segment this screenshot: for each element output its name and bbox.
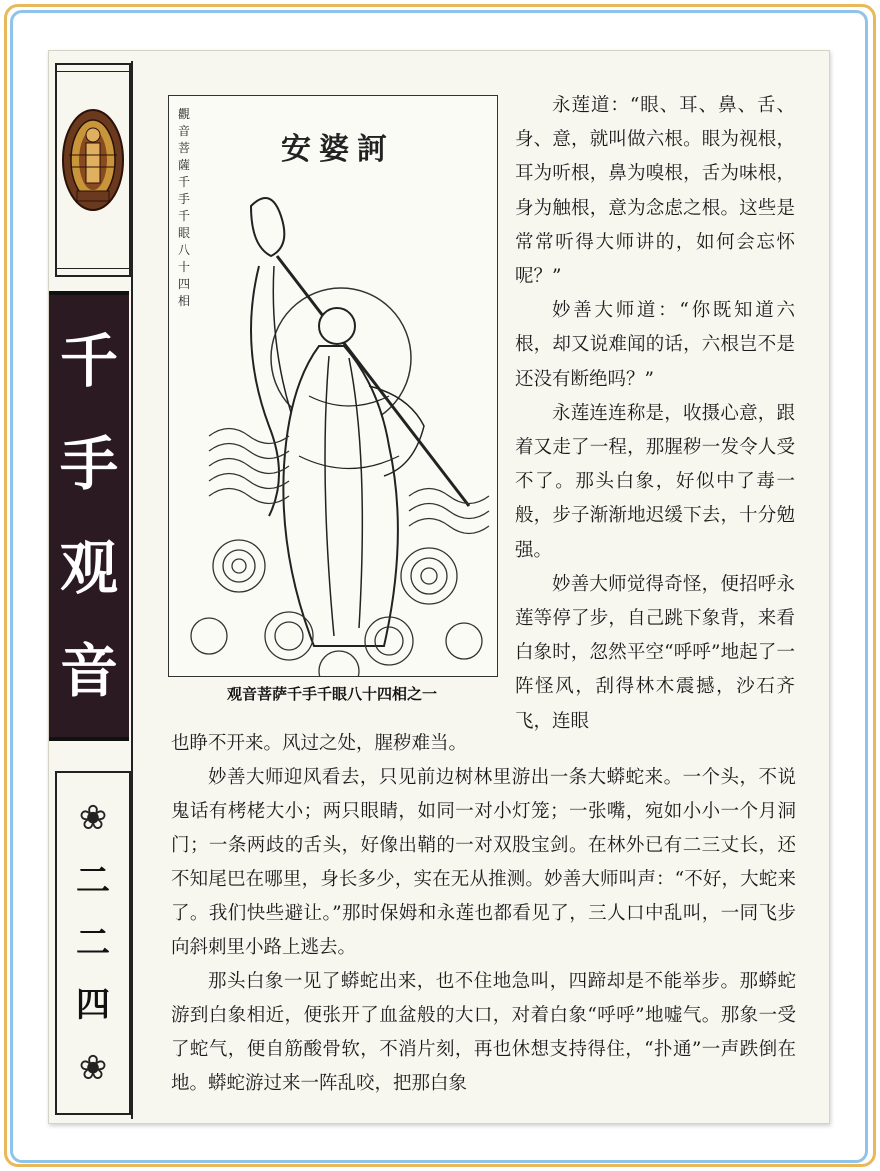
book-title-block: [49, 291, 129, 741]
guanyin-emblem-icon: [59, 105, 127, 215]
right-text-column: [515, 89, 795, 739]
illustration-title: 安婆訶: [281, 132, 395, 167]
paragraph: 也睁不开来。风过之处，腥秽难当。: [171, 733, 468, 754]
paragraph: 那头白象一见了蟒蛇出来，也不住地急叫，四蹄却是不能举步。那蟒蛇游到白象相近，便张开了血盆般的大口，对着白象“呼呼”地嘘气。那象一受了蛇气，便自筋酸骨软，不消片刻，再也休想支持得住，“扑通”一声跌倒在地。蟒蛇游过来一阵乱咬，把那白象: [171, 971, 796, 1094]
book-title-char: 音: [59, 637, 118, 706]
illustration-frame: [168, 95, 498, 677]
flower-ornament-icon: ❀: [78, 1047, 108, 1088]
page-number-char: 二: [76, 860, 110, 901]
flower-ornament-icon: ❀: [78, 798, 108, 839]
monk-illustration-icon: [169, 96, 497, 676]
book-title-char: 手: [59, 430, 118, 499]
margin-rule: [131, 61, 133, 1119]
illustration-side-label: 觀音菩薩千手千眼八十四相: [177, 107, 190, 308]
margin-column: [49, 51, 135, 1123]
page-number-char: 四: [76, 985, 110, 1026]
page-number-char: 二: [76, 922, 110, 963]
emblem-box: [55, 63, 131, 277]
full-width-text: [171, 727, 796, 1101]
paragraph: 妙善大师觉得奇怪，便招呼永莲等停了步，自己跳下象背，来看白象时，忽然平空“呼呼”地起了一阵怪风，刮得林木震撼，沙石齐飞，连眼: [515, 573, 795, 732]
illustration-caption: 观音菩萨千手千眼八十四相之一: [226, 685, 437, 703]
book-page: [48, 50, 830, 1124]
paragraph: 妙善大师迎风看去，只见前边树林里游出一条大蟒蛇来。一个头，不说鬼话有栲栳大小；两只眼睛，如同一对小灯笼；一张嘴，宛如小小一个月洞门；一条两歧的舌头，好像出鞘的一对双股宝剑。在林外已有二三丈长，还不知尾巴在哪里，身长多少，实在无从推测。妙善大师叫声：“不好，大蛇来了。我们快些避让。”那时保姆和永莲也都看见了，三人口中乱叫，一同飞步向斜刺里小路上逃去。: [171, 767, 796, 958]
book-title-char: 千: [59, 326, 118, 395]
book-title-char: 观: [59, 533, 118, 602]
paragraph: 妙善大师道：“你既知道六根，却又说难闻的话，六根岂不是还没有断绝吗？”: [515, 300, 795, 390]
paragraph: 永莲道：“眼、耳、鼻、舌、身、意，就叫做六根。眼为视根，耳为听根，鼻为嗅根，舌为味根，身为触根，意为念虑之根。这些是常常听得大师讲的，如何会忘怀呢？”: [515, 95, 795, 288]
page-number-box: [55, 771, 131, 1115]
paragraph: 永莲连连称是，收摄心意，跟着又走了一程，那腥秽一发令人受不了。那头白象，好似中了毒一般，步子渐渐地迟缓下去，十分勉强。: [515, 402, 795, 561]
